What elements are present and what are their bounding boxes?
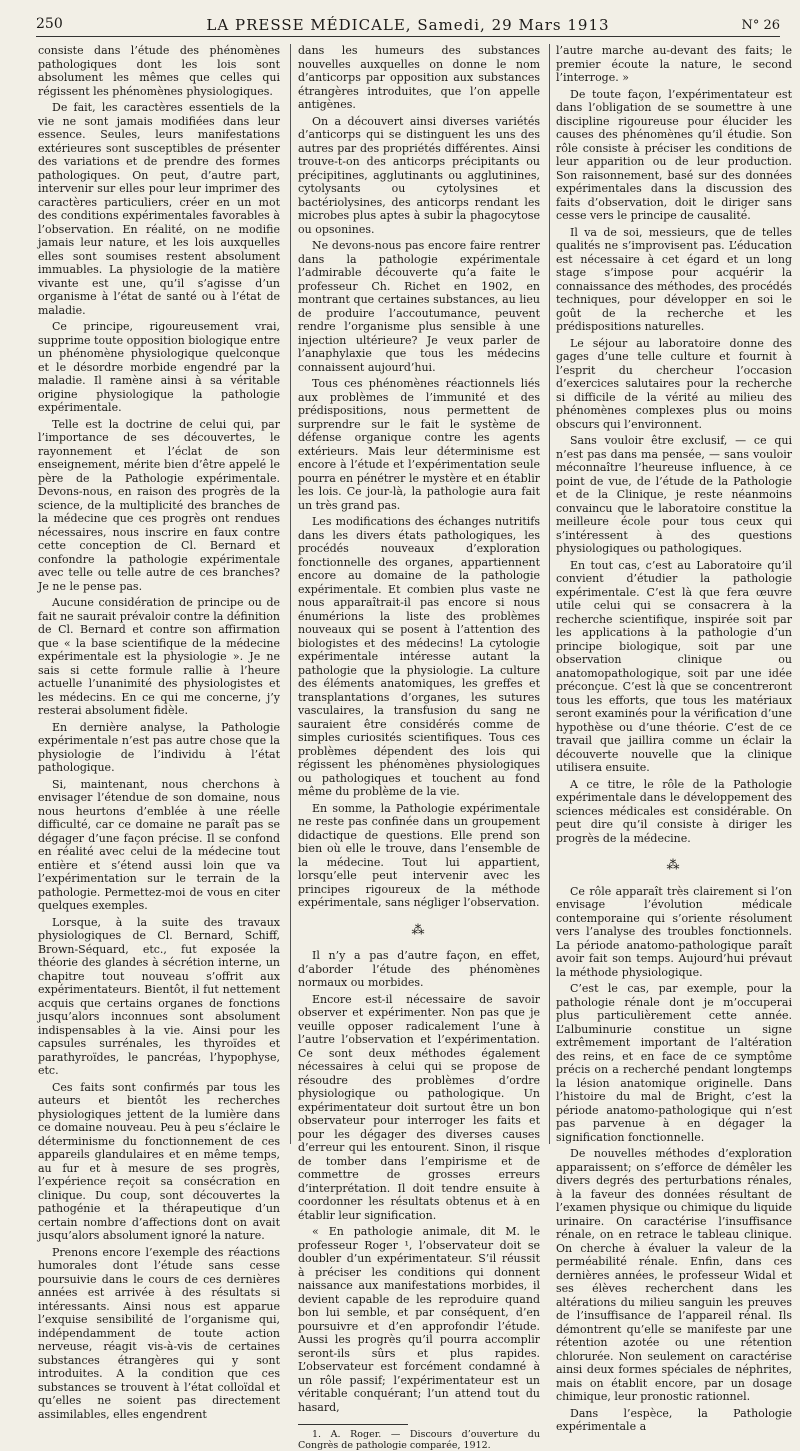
paragraph: Telle est la doctrine de celui qui, par l’importance de ses découvertes, le rayonnement et l’éclat de son enseignement, mérite bien d’être appelé le père de la Pathologie expérimentale. Devons-nous, en raison des progrès de la science, de la multiplicité des branches de la médecine que ces progrès ont rendues nécessaires, nous inscrire en faux contre cette conception de Cl. Bernard et confondre la pathologie expérimentale avec telle ou telle autre de ces branches? Je ne le pense pas. (38, 417, 280, 593)
paragraph: Les modifications des échanges nutritifs dans les divers états pathologiques, les procédés nouveaux d’exploration fonctionnelle des organes, appartiennent encore au domaine de la pathologie expérimentale. Et combien plus vaste ne nous apparaîtrait-il pas encore si nous énumérions la liste des problèmes nouveaux qui se posent à l’attention des biologistes et des médecins! La cytologie expérimentale intéresse autant la pathologie que la physiologie. La culture des éléments anatomiques, les greffes et transplantations d’organes, les sutures vasculaires, la transfusion du sang ne sauraient être considérés comme de simples curiosités scientifiques. Tous ces problèmes dépendent des lois qui régissent les phénomènes physiologiques ou pathologiques et touchent au fond même du problème de la vie. (298, 515, 540, 798)
paragraph: Dans l’espèce, la Pathologie expérimentale a (556, 1406, 792, 1433)
section-separator: ⁂ (411, 922, 427, 938)
paragraph: Le séjour au laboratoire donne des gages d’une telle culture et fournit à l’esprit du chercheur l’occasion d’exercices salutaires pour la recherche si difficile de la vérité au milieu des phénomènes complexes plus ou moins obscurs qui l’environnent. (556, 336, 792, 431)
paragraph: Encore est-il nécessaire de savoir observer et expérimenter. Non pas que je veuille opposer radicalement l’une à l’autre l’observation et l’expérimentation. Ce sont deux méthodes également nécessaires à celui qui se propose de résoudre des problèmes d’ordre physiologique ou pathologique. Un expérimentateur doit surtout être un bon observateur pour interroger les faits et pour les dégager des diverses causes d’erreur qui les entourent. Sinon, il risque de tomber dans l’empirisme et de commettre de grosses erreurs d’interprétation. Il doit tendre ensuite à coordonner les résultats obtenus et à en établir leur signification. (298, 992, 540, 1222)
paragraph: Ne devons-nous pas encore faire rentrer dans la pathologie expérimentale l’admirable découverte qu’a faite le professeur Ch. Richet en 1902, en montrant que certaines substances, au lieu de produire l’accoutumance, peuvent rendre l’organisme plus sensible à une injection ultérieure? Je veux parler de l’anaphylaxie que tous les médecins connaissent aujourd’hui. (298, 239, 540, 374)
paragraph: Ce rôle apparaît très clairement si l’on envisage l’évolution médicale contemporaine qui s’oriente résolument vers l’analyse des troubles fonctionnels. La période anatomo-pathologique paraît avoir fait son temps. Aujourd’hui prévaut la méthode physiologique. (556, 884, 792, 979)
paragraph: dans les humeurs des substances nouvelles auxquelles on donne le nom d’anticorps par opposition aux substances étrangères introduites, que l’on appelle antigènes. (298, 44, 540, 111)
text-column-3 (556, 44, 792, 1433)
column-divider (549, 44, 550, 1144)
paragraph: On a découvert ainsi diverses variétés d’anticorps qui se distinguent les uns des autres par des propriétés différentes. Ainsi trouve-t-on des anticorps précipitants ou précipitines, agglutinants ou agglutinines, cytolysants ou cytolysines et bactériolysines, des anticorps rendant les microbes plus aptes à subir la phagocytose ou opsonines. (298, 114, 540, 236)
footnote: 1. A. Roger. — Discours d’ouverture du Congrès de pathologie comparée, 1912. (298, 1429, 540, 1451)
footnote-rule (298, 1424, 408, 1425)
paragraph: De fait, les caractères essentiels de la vie ne sont jamais modifiées dans leur essence. Seules, leurs manifestations extérieures sont susceptibles de présenter des variations et de prendre des formes pathologiques. On peut, d’autre part, intervenir sur elles pour leur imprimer des caractères particuliers, créer en un mot des conditions expérimentales favorables à l’observation. En réalité, on ne modifie jamais leur nature, et les lois auxquelles elles sont soumises restent absolument immuables. La physiologie de la matière vivante est une, qu’il s’agisse d’un organisme à l’état de santé ou à l’état de maladie. (38, 101, 280, 317)
paragraph: C’est le cas, par exemple, pour la pathologie rénale dont je m’occuperai plus particulièrement cette année. L’albuminurie constitue un signe extrêmement important de l’altération des reins, et en face de ce symptôme précis on a recherché pendant longtemps la lésion anatomique originelle. Dans l’histoire du mal de Bright, c’est la période anatomo-pathologique qui n’est pas parvenue à en dégager la signification fonctionnelle. (556, 982, 792, 1144)
issue-number: N° 26 (741, 18, 780, 33)
paragraph: En tout cas, c’est au Laboratoire qu’il convient d’étudier la pathologie expérimentale. C’est là que fera œuvre utile celui qui se consacrera à la recherche scientifique, inspirée soit par les applications à la pathologie d’un principe biologique, soit par une observation clinique ou anatomopathologique, soit par une idée préconçue. C’est là que se concentreront tous les efforts, que tous les matériaux seront examinés pour la vérification d’une hypothèse ou d’une théorie. C’est de ce travail que jaillira comme un éclair la découverte nouvelle que la clinique utilisera ensuite. (556, 558, 792, 774)
paragraph: De toute façon, l’expérimentateur est dans l’obligation de se soumettre à une discipline rigoureuse pour élucider les causes des phénomènes qu’il étudie. Son rôle consiste à préciser les conditions de leur apparition ou de leur production. Son raisonnement, basé sur des données expérimentales dans la discussion des faits d’observation, doit le diriger sans cesse vers le principe de causalité. (556, 87, 792, 222)
paragraph: Lorsque, à la suite des travaux physiologiques de Cl. Bernard, Schiff, Brown-Séquard, etc., fut exposée la théorie des glandes à sécrétion interne, un chapitre tout nouveau s’offrit aux expérimentateurs. Bientôt, il fut nettement acquis que certains organes de fonctions jusqu’alors inconnues sont absolument indispensables à la vie. Ainsi pour les capsules surrénales, les thyroïdes et parathyroïdes, le pancréas, l’hypophyse, etc. (38, 915, 280, 1077)
paragraph: Prenons encore l’exemple des réactions humorales dont l’étude sans cesse poursuivie dans le cours de ces dernières années est arrivée à des résultats si intéressants. Ainsi nous est apparue l’exquise sensibilité de l’organisme qui, indépendamment de toute action nerveuse, réagit vis-à-vis de certaines substances étrangères qui y sont introduites. A la condition que ces substances se trouvent à l’état colloïdal et qu’elles ne soient pas directement assimilables, elles engendrent (38, 1245, 280, 1421)
paragraph: De nouvelles méthodes d’exploration apparaissent; on s’efforce de démêler les divers degrés des perturbations rénales, à la faveur des données résultant de l’examen physique ou chimique du liquide urinaire. On caractérise l’insuffisance rénale, on en retrace le tableau clinique. On cherche à évaluer la valeur de la perméabilité rénale. Enfin, dans ces dernières années, le professeur Widal et ses élèves recherchent dans les altérations du milieu sanguin les preuves de l’insuffisance de l’appareil rénal. Ils démontrent qu’elle se manifeste par une rétention azotée ou une rétention chlorurée. Non seulement on caractérise ainsi deux formes spéciales de néphrites, mais on établit encore, par un dosage chimique, leur pronostic rationnel. (556, 1147, 792, 1403)
paragraph: Aucune considération de principe ou de fait ne saurait prévaloir contre la définition de Cl. Bernard et contre son affirmation que « la base scientifique de la médecine expérimentale est la physiologie ». Je ne sais si cette formule rallie à l’heure actuelle l’unanimité des physiologistes et les médecins. En ce qui me concerne, j’y resterai absolument fidèle. (38, 596, 280, 717)
paragraph: A ce titre, le rôle de la Pathologie expérimentale dans le développement des sciences médicales est considérable. On peut dire qu’il consiste à diriger les progrès de la médecine. (556, 777, 792, 845)
paragraph: Ce principe, rigoureusement vrai, supprime toute opposition biologique entre un phénomène physiologique quelconque et le désordre morbide engendré par la maladie. Il ramène ainsi à sa véritable origine physiologique la pathologie expérimentale. (38, 320, 281, 414)
paragraph: Tous ces phénomènes réactionnels liés aux problèmes de l’immunité et des prédispositions, nous permettent de surprendre sur le fait le système de défense organique contre les agents extérieurs. Mais leur déterminisme est encore à l’étude et l’expérimentation seule pourra en pénétrer le mystère et en établir les lois. Ce jour-là, la pathologie aura fait un très grand pas. (298, 377, 540, 512)
page-header (36, 14, 780, 37)
paragraph: « En pathologie animale, dit M. le professeur Roger ¹, l’observateur doit se doubler d’un expérimentateur. S’il réussit à préciser les conditions qui donnent naissance aux manifestations morbides, il devient capable de les reproduire quand bon lui semble, et par conséquent, d’en poursuivre et d’en approfondir l’étude. Aussi les progrès qu’il pourra accomplir seront-ils sûrs et plus rapides. L’observateur est forcément condamné à un rôle passif; l’expérimentateur est un véritable conquérant; l’un attend tout du hasard, (298, 1225, 540, 1414)
paragraph: Il va de soi, messieurs, que de telles qualités ne s’improvisent pas. L’éducation est nécessaire à cet égard et un long stage s’impose pour acquérir la connaissance des méthodes, des procédés techniques, pour développer en soi le goût de la recherche et les prédispositions naturelles. (556, 225, 792, 333)
paragraph: En somme, la Pathologie expérimentale ne reste pas confinée dans un groupement didactique de questions. Elle prend son bien où elle le trouve, dans l’ensemble de la médecine. Tout lui appartient, lorsqu’elle peut intervenir avec les principes rigoureux de la méthode expérimentale, sans négliger l’observation. (298, 801, 540, 909)
paragraph: En dernière analyse, la Pathologie expérimentale n’est pas autre chose que la physiologie de l’individu à l’état pathologique. (38, 720, 280, 774)
paragraph: Il n’y a pas d’autre façon, en effet, d’aborder l’étude des phénomènes normaux ou morbides. (298, 949, 540, 989)
text-column-2 (298, 44, 540, 1451)
column-divider (290, 44, 291, 1144)
paragraph: consiste dans l’étude des phénomènes pathologiques dont les lois sont absolument les mêmes que celles qui régissent les phénomènes physiologiques. (38, 44, 280, 98)
paragraph: Sans vouloir être exclusif, — ce qui n’est pas dans ma pensée, — sans vouloir méconnaître l’heureuse influence, à ce point de vue, de l’étude de la Pathologie et de la Clinique, je reste néanmoins convaincu que le laboratoire constitue la meilleure école pour tous ceux qui s’intéressent à des questions physiologiques ou pathologiques. (556, 434, 792, 555)
paragraph: Ces faits sont confirmés par tous les auteurs et bientôt les recherches physiologiques jettent de la lumière dans ce domaine nouveau. Peu à peu s’éclaire le déterminisme du fonctionnement de ces appareils glandulaires et en même temps, au fur et à mesure de ses progrès, l’expérience reçoit sa consécration en clinique. Du coup, sont découvertes la pathogénie et la thérapeutique d’un certain nombre d’affections dont on avait jusqu’alors absolument ignoré la nature. (38, 1080, 280, 1242)
text-column-1 (38, 44, 281, 1421)
paragraph: l’autre marche au-devant des faits; le premier écoute la nature, le second l’interroge. » (556, 44, 792, 84)
page-number: 250 (36, 16, 63, 32)
journal-title: LA PRESSE MÉDICALE, Samedi, 29 Mars 1913 (206, 16, 610, 34)
paragraph: Si, maintenant, nous cherchons à envisager l’étendue de son domaine, nous nous heurtons d’emblée à une réelle difficulté, car ce domaine ne paraît pas se dégager d’une façon précise. Il se confond en réalité avec celui de la médecine tout entière et s’étend aussi loin que va l’expérimentation sur le terrain de la pathologie. Permettez-moi de vous en citer quelques exemples. (38, 777, 280, 912)
section-separator: ⁂ (666, 858, 682, 873)
